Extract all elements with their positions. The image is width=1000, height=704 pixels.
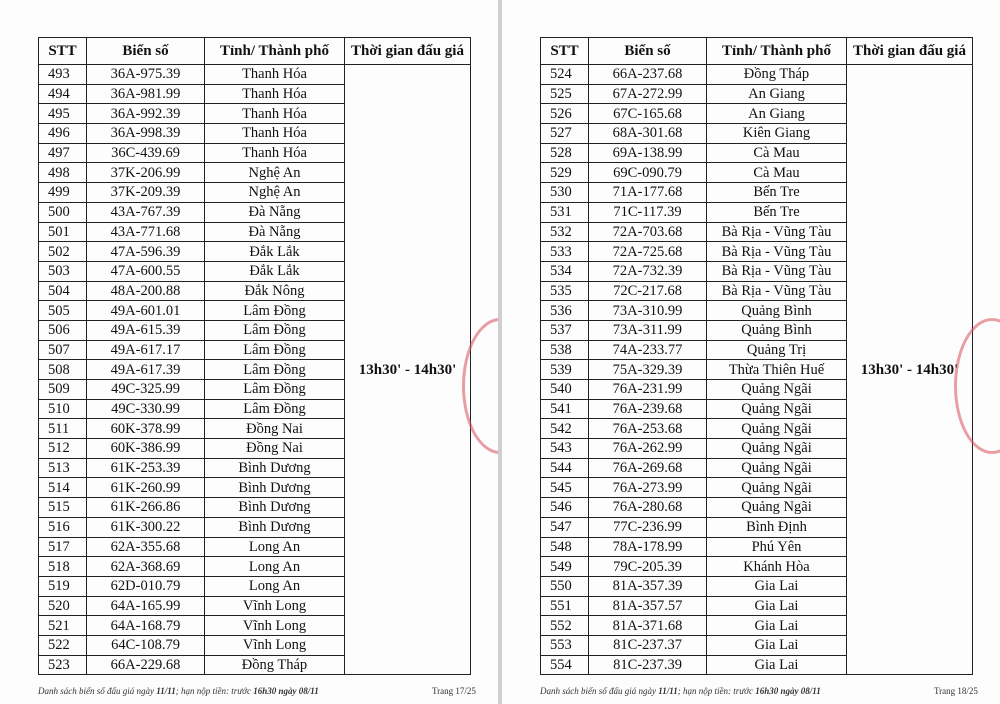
row-province: Nghệ An (205, 163, 345, 183)
row-stt: 514 (39, 478, 87, 498)
row-province: Long An (205, 576, 345, 596)
row-plate: 76A-253.68 (589, 419, 707, 439)
row-province: Vĩnh Long (205, 616, 345, 636)
row-plate: 81A-357.39 (589, 576, 707, 596)
header-province: Tỉnh/ Thành phố (707, 38, 847, 65)
row-province: Quảng Bình (707, 320, 847, 340)
row-province: Lâm Đồng (205, 320, 345, 340)
row-province: Kiên Giang (707, 124, 847, 144)
row-plate: 62A-355.68 (87, 537, 205, 557)
row-stt: 516 (39, 517, 87, 537)
table-body (541, 65, 973, 675)
row-stt: 546 (541, 498, 589, 518)
row-province: Đồng Nai (205, 439, 345, 459)
row-stt: 495 (39, 104, 87, 124)
footer-prefix: Danh sách biển số đấu giá ngày (540, 686, 659, 696)
row-stt: 503 (39, 261, 87, 281)
row-province: Quảng Ngãi (707, 399, 847, 419)
row-plate: 43A-771.68 (87, 222, 205, 242)
header-province: Tỉnh/ Thành phố (205, 38, 345, 65)
row-stt: 540 (541, 380, 589, 400)
row-stt: 541 (541, 399, 589, 419)
footer-date: 11/11 (658, 686, 678, 696)
row-province: Quảng Ngãi (707, 439, 847, 459)
row-stt: 504 (39, 281, 87, 301)
row-stt: 520 (39, 596, 87, 616)
row-plate: 37K-209.39 (87, 183, 205, 203)
row-province: Thanh Hóa (205, 124, 345, 144)
header-stt: STT (39, 38, 87, 65)
page-footer (540, 686, 821, 696)
row-plate: 49A-617.39 (87, 360, 205, 380)
row-province: Lâm Đồng (205, 399, 345, 419)
row-plate: 76A-273.99 (589, 478, 707, 498)
row-stt: 529 (541, 163, 589, 183)
row-stt: 549 (541, 557, 589, 577)
row-stt: 548 (541, 537, 589, 557)
row-plate: 72A-732.39 (589, 261, 707, 281)
row-plate: 73A-311.99 (589, 320, 707, 340)
row-province: Quảng Ngãi (707, 419, 847, 439)
row-stt: 500 (39, 202, 87, 222)
row-province: Quảng Ngãi (707, 498, 847, 518)
row-stt: 534 (541, 261, 589, 281)
row-stt: 547 (541, 517, 589, 537)
row-plate: 81A-357.57 (589, 596, 707, 616)
document-page-18 (502, 0, 1000, 704)
row-province: Thanh Hóa (205, 143, 345, 163)
row-province: Bến Tre (707, 202, 847, 222)
row-province: An Giang (707, 104, 847, 124)
row-province: Vĩnh Long (205, 596, 345, 616)
row-plate: 61K-266.86 (87, 498, 205, 518)
row-province: Lâm Đồng (205, 380, 345, 400)
row-province: Đắk Nông (205, 281, 345, 301)
row-plate: 79C-205.39 (589, 557, 707, 577)
row-province: Đắk Lắk (205, 242, 345, 262)
auction-time: 13h30' - 14h30' (847, 65, 973, 675)
footer-mid: ; hạn nộp tiền: trước (677, 686, 756, 696)
row-province: Bà Rịa - Vũng Tàu (707, 261, 847, 281)
row-plate: 71A-177.68 (589, 183, 707, 203)
footer-mid: ; hạn nộp tiền: trước (175, 686, 254, 696)
row-plate: 36C-439.69 (87, 143, 205, 163)
row-plate: 49A-601.01 (87, 301, 205, 321)
row-province: Đồng Nai (205, 419, 345, 439)
row-province: Thanh Hóa (205, 84, 345, 104)
row-stt: 532 (541, 222, 589, 242)
row-plate: 75A-329.39 (589, 360, 707, 380)
row-stt: 544 (541, 458, 589, 478)
row-province: Bình Dương (205, 498, 345, 518)
row-plate: 74A-233.77 (589, 340, 707, 360)
row-province: An Giang (707, 84, 847, 104)
row-stt: 523 (39, 655, 87, 675)
row-plate: 69C-090.79 (589, 163, 707, 183)
row-province: Quảng Ngãi (707, 458, 847, 478)
row-plate: 68A-301.68 (589, 124, 707, 144)
table-header (541, 38, 973, 65)
row-province: Đồng Tháp (707, 65, 847, 85)
row-plate: 36A-998.39 (87, 124, 205, 144)
row-province: Đà Nẵng (205, 202, 345, 222)
row-stt: 550 (541, 576, 589, 596)
row-province: Bà Rịa - Vũng Tàu (707, 242, 847, 262)
row-stt: 497 (39, 143, 87, 163)
row-plate: 77C-236.99 (589, 517, 707, 537)
row-plate: 66A-229.68 (87, 655, 205, 675)
row-stt: 505 (39, 301, 87, 321)
row-stt: 533 (541, 242, 589, 262)
auction-table (540, 37, 973, 675)
row-plate: 66A-237.68 (589, 65, 707, 85)
row-plate: 72A-703.68 (589, 222, 707, 242)
row-plate: 36A-981.99 (87, 84, 205, 104)
row-plate: 73A-310.99 (589, 301, 707, 321)
row-stt: 539 (541, 360, 589, 380)
row-plate: 43A-767.39 (87, 202, 205, 222)
row-province: Phú Yên (707, 537, 847, 557)
row-province: Vĩnh Long (205, 635, 345, 655)
row-province: Quảng Ngãi (707, 380, 847, 400)
row-province: Quảng Trị (707, 340, 847, 360)
row-province: Nghệ An (205, 183, 345, 203)
table-header (39, 38, 471, 65)
row-stt: 509 (39, 380, 87, 400)
row-province: Long An (205, 557, 345, 577)
row-plate: 69A-138.99 (589, 143, 707, 163)
row-plate: 61K-300.22 (87, 517, 205, 537)
row-plate: 76A-231.99 (589, 380, 707, 400)
row-stt: 508 (39, 360, 87, 380)
row-province: Cà Mau (707, 143, 847, 163)
row-stt: 513 (39, 458, 87, 478)
row-province: Đắk Lắk (205, 261, 345, 281)
table-body (39, 65, 471, 675)
row-stt: 501 (39, 222, 87, 242)
footer-deadline: 16h30 ngày 08/11 (253, 686, 319, 696)
row-plate: 64A-165.99 (87, 596, 205, 616)
row-stt: 522 (39, 635, 87, 655)
row-stt: 535 (541, 281, 589, 301)
row-stt: 542 (541, 419, 589, 439)
row-stt: 524 (541, 65, 589, 85)
row-stt: 518 (39, 557, 87, 577)
row-stt: 530 (541, 183, 589, 203)
row-plate: 61K-260.99 (87, 478, 205, 498)
row-plate: 49C-330.99 (87, 399, 205, 419)
header-plate: Biển số (589, 38, 707, 65)
row-stt: 515 (39, 498, 87, 518)
row-plate: 67A-272.99 (589, 84, 707, 104)
footer-prefix: Danh sách biển số đấu giá ngày (38, 686, 157, 696)
table-row (541, 65, 973, 85)
row-stt: 506 (39, 320, 87, 340)
row-stt: 537 (541, 320, 589, 340)
row-stt: 526 (541, 104, 589, 124)
row-plate: 72A-725.68 (589, 242, 707, 262)
row-stt: 510 (39, 399, 87, 419)
row-province: Thanh Hóa (205, 104, 345, 124)
footer-date: 11/11 (156, 686, 176, 696)
row-stt: 554 (541, 655, 589, 675)
row-stt: 538 (541, 340, 589, 360)
row-plate: 47A-596.39 (87, 242, 205, 262)
row-province: Thừa Thiên Huế (707, 360, 847, 380)
row-plate: 36A-992.39 (87, 104, 205, 124)
page-number: Trang 17/25 (432, 686, 476, 696)
auction-time: 13h30' - 14h30' (345, 65, 471, 675)
row-province: Thanh Hóa (205, 65, 345, 85)
row-province: Cà Mau (707, 163, 847, 183)
row-plate: 76A-280.68 (589, 498, 707, 518)
row-province: Gia Lai (707, 655, 847, 675)
row-province: Bà Rịa - Vũng Tàu (707, 281, 847, 301)
row-plate: 62A-368.69 (87, 557, 205, 577)
row-plate: 47A-600.55 (87, 261, 205, 281)
row-plate: 81C-237.37 (589, 635, 707, 655)
row-plate: 62D-010.79 (87, 576, 205, 596)
row-province: Bến Tre (707, 183, 847, 203)
header-time: Thời gian đấu giá (847, 38, 973, 65)
row-province: Bình Dương (205, 517, 345, 537)
row-province: Lâm Đồng (205, 340, 345, 360)
auction-table (38, 37, 471, 675)
row-stt: 536 (541, 301, 589, 321)
row-plate: 48A-200.88 (87, 281, 205, 301)
row-stt: 517 (39, 537, 87, 557)
row-stt: 493 (39, 65, 87, 85)
row-plate: 37K-206.99 (87, 163, 205, 183)
footer-deadline: 16h30 ngày 08/11 (755, 686, 821, 696)
row-stt: 512 (39, 439, 87, 459)
row-plate: 49A-617.17 (87, 340, 205, 360)
row-plate: 81C-237.39 (589, 655, 707, 675)
row-province: Bà Rịa - Vũng Tàu (707, 222, 847, 242)
row-stt: 499 (39, 183, 87, 203)
row-plate: 67C-165.68 (589, 104, 707, 124)
row-stt: 521 (39, 616, 87, 636)
row-plate: 71C-117.39 (589, 202, 707, 222)
row-plate: 60K-378.99 (87, 419, 205, 439)
row-stt: 511 (39, 419, 87, 439)
row-stt: 527 (541, 124, 589, 144)
row-stt: 531 (541, 202, 589, 222)
row-province: Lâm Đồng (205, 301, 345, 321)
row-plate: 76A-262.99 (589, 439, 707, 459)
row-plate: 61K-253.39 (87, 458, 205, 478)
row-province: Quảng Bình (707, 301, 847, 321)
row-stt: 551 (541, 596, 589, 616)
row-stt: 552 (541, 616, 589, 636)
row-plate: 64A-168.79 (87, 616, 205, 636)
row-stt: 525 (541, 84, 589, 104)
row-province: Lâm Đồng (205, 360, 345, 380)
header-plate: Biển số (87, 38, 205, 65)
page-number: Trang 18/25 (934, 686, 978, 696)
document-page-17 (0, 0, 498, 704)
row-province: Gia Lai (707, 635, 847, 655)
row-province: Bình Định (707, 517, 847, 537)
row-stt: 543 (541, 439, 589, 459)
header-stt: STT (541, 38, 589, 65)
row-stt: 496 (39, 124, 87, 144)
row-stt: 498 (39, 163, 87, 183)
row-province: Gia Lai (707, 576, 847, 596)
row-province: Khánh Hòa (707, 557, 847, 577)
row-stt: 553 (541, 635, 589, 655)
row-plate: 49C-325.99 (87, 380, 205, 400)
row-province: Quảng Ngãi (707, 478, 847, 498)
row-plate: 76A-269.68 (589, 458, 707, 478)
row-plate: 36A-975.39 (87, 65, 205, 85)
row-stt: 528 (541, 143, 589, 163)
row-plate: 78A-178.99 (589, 537, 707, 557)
row-plate: 60K-386.99 (87, 439, 205, 459)
page-footer (38, 686, 319, 696)
row-plate: 64C-108.79 (87, 635, 205, 655)
row-stt: 502 (39, 242, 87, 262)
row-province: Bình Dương (205, 478, 345, 498)
row-stt: 507 (39, 340, 87, 360)
row-plate: 81A-371.68 (589, 616, 707, 636)
header-time: Thời gian đấu giá (345, 38, 471, 65)
table-row (39, 65, 471, 85)
row-province: Đà Nẵng (205, 222, 345, 242)
row-stt: 519 (39, 576, 87, 596)
row-stt: 494 (39, 84, 87, 104)
row-stt: 545 (541, 478, 589, 498)
row-plate: 49A-615.39 (87, 320, 205, 340)
row-plate: 72C-217.68 (589, 281, 707, 301)
row-province: Bình Dương (205, 458, 345, 478)
row-plate: 76A-239.68 (589, 399, 707, 419)
row-province: Đồng Tháp (205, 655, 345, 675)
row-province: Gia Lai (707, 596, 847, 616)
row-province: Long An (205, 537, 345, 557)
row-province: Gia Lai (707, 616, 847, 636)
